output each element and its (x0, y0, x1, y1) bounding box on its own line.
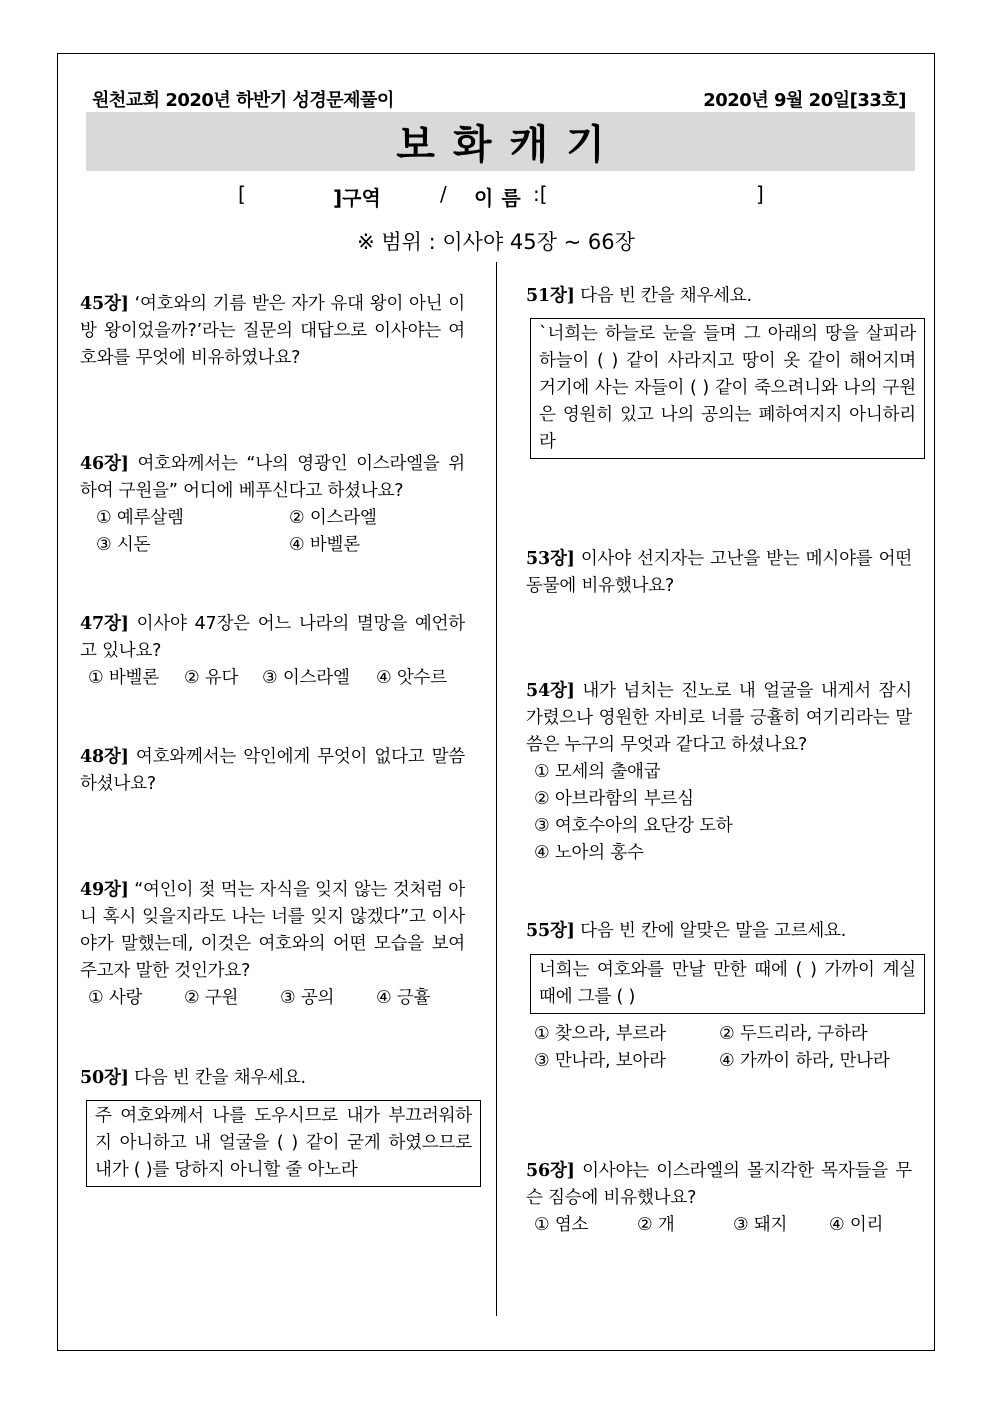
fill-in-box[interactable]: `너희는 하늘로 눈을 들며 그 아래의 땅을 살피라 하늘이 ( ) 같이 사라지고 땅이 옷 같이 해어지며 거기에 사는 자들이 ( ) 같이 죽으려니와 나의 구원은 영원히 있고 나의 공의는 폐하여지지 아니하리라 (530, 318, 925, 459)
question-number: 53장] (526, 549, 575, 569)
bracket-close: ] (756, 182, 764, 206)
name-field[interactable]: :[ (533, 182, 548, 206)
question-text: 이사야는 이스라엘의 몰지각한 목자들을 무슨 짐승에 비유했나요? (526, 1161, 912, 1208)
bracket-open: [ (238, 182, 246, 206)
name-label: 이름 (474, 186, 529, 210)
option-4[interactable]: ④ 이리 (829, 1215, 884, 1235)
question-56 (526, 1158, 912, 1239)
option-2[interactable]: ② 아브라함의 부르심 (534, 789, 694, 809)
range-line: ※ 범위 : 이사야 45장 ~ 66장 (357, 230, 635, 254)
question-number: 54장] (526, 681, 575, 701)
option-1[interactable]: ① 사랑 (88, 988, 143, 1008)
question-text: 이사야 선지자는 고난을 받는 메시야를 어떤 동물에 비유했나요? (526, 549, 912, 596)
question-number: 50장] (80, 1068, 129, 1088)
church-title: 원천교회 2020년 하반기 성경문제풀이 (92, 90, 394, 111)
question-55 (526, 918, 926, 1075)
question-46 (80, 451, 465, 559)
option-3[interactable]: ③ 돼지 (733, 1215, 788, 1235)
option-2[interactable]: ② 이스라엘 (289, 508, 377, 528)
option-3[interactable]: ③ 공의 (280, 988, 335, 1008)
option-3[interactable]: ③ 시돈 (96, 535, 151, 555)
question-number: 51장] (526, 286, 575, 306)
option-4[interactable]: ④ 노아의 홍수 (534, 843, 644, 863)
question-54 (526, 678, 912, 867)
column-divider (496, 262, 497, 1316)
question-47 (80, 611, 465, 692)
fill-in-box[interactable]: 주 여호와께서 나를 도우시므로 내가 부끄러워하지 아니하고 내 얼굴을 ( ) 같이 굳게 하였으므로 내가 ( )를 당하지 아니할 줄 아노라 (86, 1100, 481, 1187)
question-48 (80, 744, 465, 798)
page-title: 보화캐기 (396, 122, 623, 168)
question-number: 46장] (80, 454, 129, 474)
option-1[interactable]: ① 염소 (534, 1215, 589, 1235)
question-number: 56장] (526, 1161, 575, 1181)
question-text: 다음 빈 칸을 채우세요. (580, 286, 752, 306)
issue-date: 2020년 9월 20일[33호] (703, 90, 906, 111)
question-text: 내가 넘치는 진노로 내 얼굴을 내게서 잠시 가렸으나 영원한 자비로 너를 긍휼히 여기리라는 말씀은 누구의 무엇과 같다고 하셨나요? (526, 681, 912, 755)
question-45 (80, 291, 465, 372)
option-1[interactable]: ① 찾으라, 부르라 (534, 1024, 666, 1044)
question-50 (80, 1065, 480, 1187)
option-3[interactable]: ③ 이스라엘 (262, 668, 350, 688)
option-3[interactable]: ③ 만나라, 보아라 (534, 1051, 666, 1071)
option-4[interactable]: ④ 앗수르 (376, 668, 447, 688)
question-49 (80, 877, 465, 1012)
option-2[interactable]: ② 개 (637, 1215, 675, 1235)
district-field[interactable]: ]구역 (333, 186, 381, 210)
question-text: 여호와께서는 악인에게 무엇이 없다고 말씀하셨나요? (80, 747, 466, 794)
question-number: 49장] (80, 880, 129, 900)
name-row (0, 182, 992, 212)
question-number: 48장] (80, 747, 129, 767)
option-2[interactable]: ② 구원 (184, 988, 239, 1008)
question-text: ‘여호와의 기름 받은 자가 유대 왕이 아닌 이방 왕이었을까?’라는 질문의 대답으로 이사야는 여호와를 무엇에 비유하였나요? (80, 294, 465, 368)
title-banner (86, 112, 915, 171)
question-51 (526, 283, 926, 459)
slash: / (440, 182, 447, 206)
question-text: 다음 빈 칸에 알맞은 말을 고르세요. (580, 921, 847, 941)
option-4[interactable]: ④ 바벨론 (289, 535, 360, 555)
option-3[interactable]: ③ 여호수아의 요단강 도하 (534, 816, 733, 836)
fill-in-box[interactable]: 너희는 여호와를 만날 만한 때에 ( ) 가까이 계실 때에 그를 ( ) (530, 954, 925, 1014)
option-2[interactable]: ② 유다 (184, 668, 239, 688)
question-number: 45장] (80, 294, 129, 314)
question-text: 여호와께서는 “나의 영광인 이스라엘을 위하여 구원을” 어디에 베푸신다고 하셨나요? (80, 454, 465, 501)
option-2[interactable]: ② 두드리라, 구하라 (719, 1024, 868, 1044)
question-text: “여인이 젖 먹는 자식을 잊지 않는 것처럼 아니 혹시 잊을지라도 나는 너를 잊지 않겠다”고 이사야가 말했는데, 이것은 여호와의 어떤 모습을 보여주고자 말한 것인가요? (80, 880, 466, 981)
question-text: 다음 빈 칸을 채우세요. (134, 1068, 306, 1088)
option-1[interactable]: ① 모세의 출애굽 (534, 762, 661, 782)
question-text: 이사야 47장은 어느 나라의 멸망을 예언하고 있나요? (80, 614, 465, 661)
option-4[interactable]: ④ 가까이 하라, 만나라 (719, 1051, 890, 1071)
question-53 (526, 546, 912, 600)
option-1[interactable]: ① 바벨론 (88, 668, 159, 688)
question-number: 55장] (526, 921, 575, 941)
option-1[interactable]: ① 예루살렘 (96, 508, 184, 528)
option-4[interactable]: ④ 긍휼 (376, 988, 431, 1008)
question-number: 47장] (80, 614, 129, 634)
